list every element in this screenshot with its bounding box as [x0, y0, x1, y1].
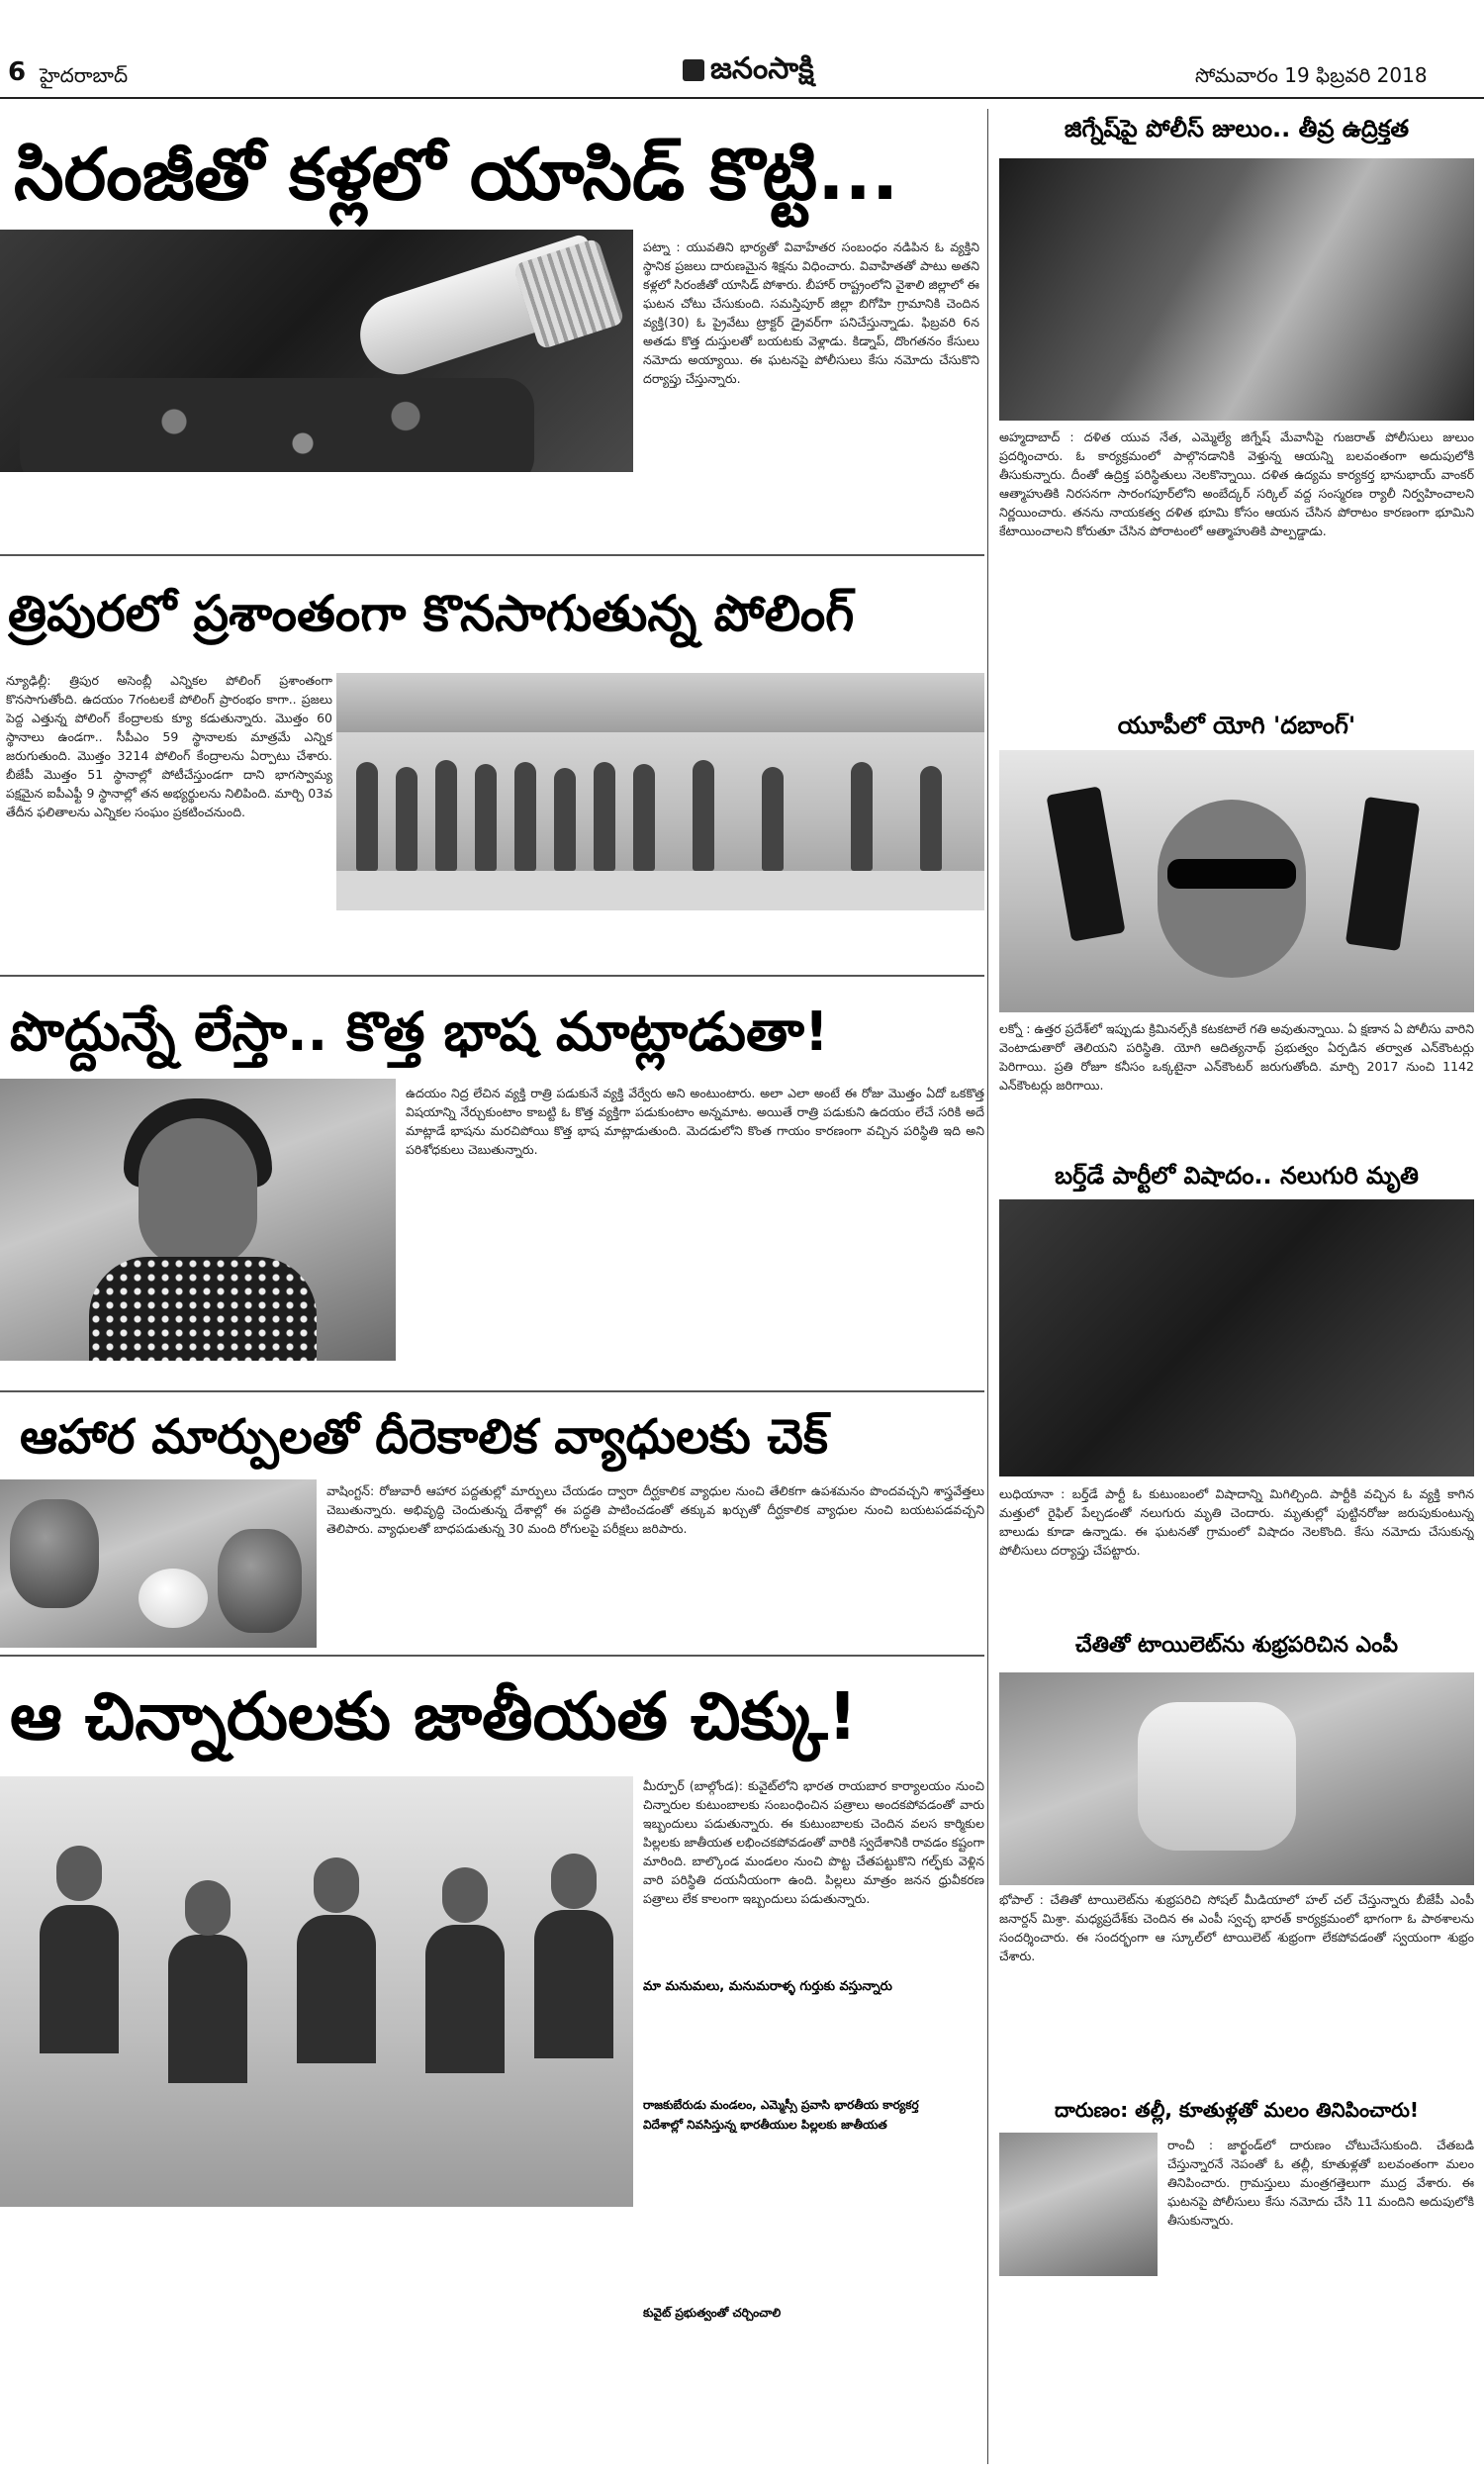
voter-figure — [594, 762, 615, 871]
person-figure — [297, 1915, 376, 2063]
story-divider — [0, 1390, 984, 1392]
mp-figure — [1138, 1702, 1296, 1851]
citizenship-headline: ఆ చిన్నారులకు జాతీయత చిక్కు! — [10, 1678, 858, 1755]
toilet-headline: చేతితో టాయిలెట్‌ను శుభ్రపరిచిన ఎంపీ — [1075, 1633, 1398, 1658]
voter-figure — [920, 766, 942, 871]
car-interior — [999, 158, 1474, 421]
column-divider — [987, 109, 988, 2464]
masthead — [0, 0, 1484, 99]
vegetable — [10, 1499, 99, 1608]
story-divider — [0, 1655, 984, 1657]
newspaper-name: జనంసాక్షి — [710, 51, 814, 86]
person-figure — [168, 1935, 247, 2083]
polling-queue-photo — [336, 673, 984, 910]
voter-figure — [762, 767, 784, 871]
logo-icon — [683, 59, 704, 81]
language-headline: పొద్దున్నే లేస్తా.. కొత్త భాష మాట్లాడుతా! — [10, 1000, 829, 1063]
woman-face — [139, 1118, 257, 1267]
page-number: 6 — [8, 57, 27, 87]
mother-photo — [999, 2133, 1158, 2276]
person-figure — [534, 1910, 613, 2058]
voter-figure — [475, 764, 497, 871]
acid-photo — [0, 230, 633, 472]
diet-body: వాషింగ్టన్: రోజువారీ ఆహార పద్దతుల్లో మార్పులు చేయడం ద్వారా దీర్ఘకాలిక వ్యాధుల నుంచి తేలికగా ఉపశమనం పొందవచ్చని శాస్త్రవేత్తలు చెబుతున్నారు. అభివృద్ధి చెందుతున్న దేశాల్లో ఈ పద్ధతి పాటించడంతో తక్కువ ఖర్చుతో దీర్ఘకాలిక వ్యాధుల నుంచి బయటపడవచ్చని తెలిపారు. వ్యాధులతో బాధపడుతున్న 30 మంది రోగులపై పరీక్షలు జరిపారు. — [326, 1483, 984, 1536]
language-body: ఉదయం నిద్ర లేచిన వ్యక్తి రాత్రి పడుకునే వ్యక్తి వేర్వేరు అని అంటుంటారు. అలా ఎలా అంటే ఈ రోజు మొత్తం ఏదో ఒకకొత్త విషయాన్ని నేర్చుకుంటాం కాబట్టి ఓ కొత్త వ్యక్తిగా పడుకుంటాం అన్నమాట. అయితే రాత్రి పడుకుని ఉదయం లేచే సరికి అదే మాట్లాడే భాషను మరచిపోయి కొత్త భాష మాట్లాడుతుంది. మెదడులోని కొంత గాయం కారణంగా వచ్చిన పరిస్థితి ఇది అని పరిశోధకులు చెబుతున్నారు. — [406, 1086, 984, 1157]
man-face — [1158, 800, 1306, 978]
voter-figure — [514, 762, 536, 871]
birthday-body: లుధియానా : బర్త్‌డే పార్టీ ఓ కుటుంబంలో విషాదాన్ని మిగిల్చింది. పార్టీకి వచ్చిన ఓ వ్యక్తి కాగిన మత్తులో రైఫిల్ పేల్చడంతో నలుగురు మృతి చెందారు. మృతుల్లో పుట్టినరోజు జరుపుకుంటున్న బాలుడు కూడా ఉన్నాడు. ఈ ఘటనతో గ్రామంలో విషాదం నెలకొంది. కేసు నమోదు చేసుకున్న పోలీసులు దర్యాప్తు చేపట్టారు. — [999, 1486, 1474, 1558]
edition-city: హైదరాబాద్ — [40, 63, 129, 87]
jignesh-body: అహ్మదాబాద్ : దళిత యువ నేత, ఎమ్మెల్యే జిగ్నేష్ మేవానీపై గుజరాత్ పోలీసులు జులుం ప్రదర్శించారు. ఓ కార్యక్రమంలో పాల్గొనడానికి వెళ్తున్న ఆయన్ని బలవంతంగా అదుపులోకి తీసుకున్నారు. దీంతో ఉద్రిక్త పరిస్థితులు నెలకొన్నాయి. దళిత ఉద్యమ కార్యకర్త భానుభాయ్ వాంకర్ ఆత్మాహుతికి నిరసనగా సారంగపూర్‌లోని అంబేద్కర్ సర్కిల్ వద్ద సంస్మరణ ర్యాలీ నిర్వహించాలని నిర్ణయించారు. తనను నాయకత్వ దళిత భూమి కోసం ఆయన చేసిన పోరాటం కారణంగా భూమిని కేటాయించాలని కోరుతూ చేసిన పోరాటంలో ఆత్మాహుతికి పాల్పడ్డాడు. — [999, 429, 1474, 538]
mp-toilet-photo — [999, 1672, 1474, 1885]
citizenship-subhead-3: విదేశాల్లో నివసిస్తున్న భారతీయుల పిల్లలకు జాతీయత — [643, 2118, 887, 2132]
children-group-photo — [0, 1776, 633, 2207]
person-figure — [40, 1905, 119, 2053]
diet-headline: ఆహార మార్పులతో దీరెకాలిక వ్యాధులకు చెక్ — [20, 1409, 828, 1465]
mother-headline: దారుణం: తల్లీ, కూతుళ్లతో మలం తినిపించారు! — [1054, 2098, 1420, 2122]
voter-figure — [851, 762, 873, 871]
birthday-photo — [999, 1199, 1474, 1476]
voter-figure — [435, 760, 457, 871]
polling-booth-roof — [336, 673, 984, 732]
acid-body: పట్నా : యువతిని భార్యతో వివాహేతర సంబంధం నడిపిన ఓ వ్యక్తిని స్థానిక ప్రజలు దారుణమైన శిక్షను విధించారు. వివాహితతో పాటు అతని కళ్లలో సిరంజీతో యాసిడ్ పోశారు. బీహార్ రాష్ట్రంలోని వైశాలి జిల్లాలో ఈ ఘటన చోటు చేసుకుంది. సమస్తిపూర్ జిల్లా బిగోహి గ్రామానికి చెందిన వ్యక్తి(30) ఓ ప్రైవేటు ట్రాక్టర్ డ్రైవర్‌గా పనిచేస్తున్నాడు. ఫిబ్రవరి 6న అతడు కొత్త దుస్తులతో బయటకు వెళ్లాడు. కిడ్నాప్, దొంగతనం కేసులు నమోదు అయ్యాయి. ఈ ఘటనపై పోలీసులు కేసు నమోదు చేసుకొని దర్యాప్తు చేస్తున్నారు. — [643, 239, 979, 386]
person-head — [185, 1880, 231, 1936]
voter-figure — [554, 768, 576, 871]
vegetable — [218, 1529, 302, 1633]
citizenship-subhead-4: కువైట్ ప్రభుత్వంతో చర్చించాలి — [643, 2306, 782, 2320]
toilet-body: భోపాల్ : చేతితో టాయిలెట్‌ను శుభ్రపరిచి సోషల్ మీడియాలో హల్ చల్ చేస్తున్నారు బీజేపీ ఎంపీ జనార్దన్ మిశ్రా. మధ్యప్రదేశ్‌కు చెందిన ఈ ఎంపీ స్వచ్ఛ భారత్ కార్యక్రమంలో భాగంగా ఓ పాఠశాలను సందర్శించారు. ఈ సందర్భంగా ఆ స్కూల్‌లో టాయిలెట్ శుభ్రంగా లేకపోవడంతో స్వయంగా శుభ్రం చేశారు. — [999, 1892, 1474, 1963]
jignesh-car-photo — [999, 158, 1474, 421]
jignesh-headline: జిగ్నేష్‌పై పోలీస్ జులుం.. తీవ్ర ఉద్రిక్తత — [1064, 115, 1410, 143]
woman-polka-dress — [89, 1257, 317, 1361]
tripura-headline: త్రిపురలో ప్రశాంతంగా కొనసాగుతున్న పోలింగ్ — [8, 585, 855, 642]
sunglasses — [1167, 859, 1296, 889]
voter-figure — [396, 767, 417, 871]
voter-figure — [693, 760, 714, 871]
voter-figure — [356, 762, 378, 871]
acid-headline: సిరంజీతో కళ్లలో యాసిడ్ కొట్టి... — [14, 133, 899, 216]
citizenship-subhead-2: రాజకుబేరుడు మండలం, ఎమ్మెస్సీ ప్రవాసి భారతీయ కార్యకర్త — [643, 2098, 919, 2112]
birthday-headline: బర్త్‌డే పార్టీలో విషాదం.. నలుగురి మృతి — [1055, 1162, 1419, 1190]
yogi-photo — [999, 750, 1474, 1012]
person-head — [442, 1867, 488, 1923]
food-photo — [0, 1479, 317, 1648]
person-head — [314, 1857, 359, 1913]
yogi-body: లక్నో : ఉత్తర ప్రదేశ్‌లో ఇప్పుడు క్రిమినల్స్‌కి కటకటాలే గతి అవుతున్నాయి. ఏ క్షణాన ఏ పోలీసు వారిని వెంటాడుతారో తెలియని పరిస్థితి. యోగి ఆదిత్యనాథ్ ప్రభుత్వం ఏర్పడిన తర్వాత ఎన్‌కౌంటర్లు పెరిగాయి. ప్రతి రోజూ కనీసం ఒక్కటైనా ఎన్‌కౌంటర్ జరుగుతోంది. మార్చి 2017 నుంచి 1142 ఎన్‌కౌంటర్లు జరిగాయి. — [999, 1021, 1474, 1093]
person-figure — [425, 1925, 505, 2073]
tripura-body: న్యూఢిల్లీ: త్రిపుర అసెంబ్లీ ఎన్నికల పోలింగ్ ప్రశాంతంగా కొనసాగుతోంది. ఉదయం 7గంటలకే పోలింగ్ ప్రారంభం కాగా.. ప్రజలు పెద్ద ఎత్తున్న పోలింగ్ కేంద్రాలకు క్యూ కడుతున్నారు. మొత్తం 60 స్థానాలు ఉండగా.. సీపీఎం 59 స్థానాలకు మాత్రమే ఎన్నిక జరుగుతుంది. మొత్తం 3214 పోలింగ్ కేంద్రాలను ఏర్పాటు చేశారు. బీజేపీ మొత్తం 51 స్థానాల్లో పోటీచేస్తుండగా దాని భాగస్వామ్య పక్షమైన ఐపీఎఫ్టీ 9 స్థానాల్లో తన అభ్యర్థులను నిలిపింది. మార్చి 03వ తేదీన ఫలితాలను ఎన్నికల సంఘం ప్రకటించనుంది. — [6, 673, 332, 819]
citizenship-subhead-1: మా మనుమలు, మనుమరాళ్ళ గుర్తుకు వస్తున్నారు — [643, 1979, 892, 1994]
gun-right — [1345, 797, 1420, 951]
voter-figure — [633, 764, 655, 871]
polling-ground — [336, 871, 984, 910]
citizenship-body: మీర్పూర్ (బాల్గోండ): కువైట్‌లోని భారత రాయబార కార్యాలయం నుంచి చిన్నారుల కుటుంబాలకు సంబంధించిన పత్రాలు అందకపోవడంతో వారు ఇబ్బందులు పడుతున్నారు. ఈ కుటుంబాలకు చెందిన వలస కార్మికుల పిల్లలకు జాతీయత లభించకపోవడంతో వారికి స్వదేశానికి రావడం కష్టంగా మారింది. బాల్కొండ మండలం నుంచి పొట్ట చేతపట్టుకొని గల్ఫ్‌కు వెళ్లిన వారి పరిస్థితి దయనీయంగా ఉంది. పిల్లలు మాత్రం జనన ధ్రువీకరణ పత్రాలు లేక కాలంగా ఇబ్బందులు పడుతున్నారు. — [643, 1778, 984, 1906]
gun-left — [1046, 786, 1125, 941]
egg — [139, 1569, 208, 1628]
yogi-headline: యూపీలో యోగి 'దబాంగ్' — [1117, 712, 1356, 739]
person-head — [551, 1854, 597, 1909]
story-divider — [0, 975, 984, 977]
issue-date: సోమవారం 19 ఫిబ్రవరి 2018 — [1195, 63, 1428, 87]
header-divider — [0, 97, 1484, 99]
acid-foam — [20, 378, 534, 472]
person-head — [56, 1846, 102, 1901]
mother-body: రాంచీ : జార్ఖండ్‌లో దారుణం చోటుచేసుకుంది. చేతబడి చేస్తున్నారనే నెపంతో ఓ తల్లీ, కూతుళ్లతో బలవంతంగా మలం తినిపించారు. గ్రామస్తులు మంత్రగత్తెలుగా ముద్ర వేశారు. ఈ ఘటనపై పోలీసులు కేసు నమోదు చేసి 11 మందిని అదుపులోకి తీసుకున్నారు. — [1167, 2138, 1474, 2228]
newspaper-logo — [683, 51, 814, 93]
woman-photo — [0, 1079, 396, 1361]
story-divider — [0, 554, 984, 556]
